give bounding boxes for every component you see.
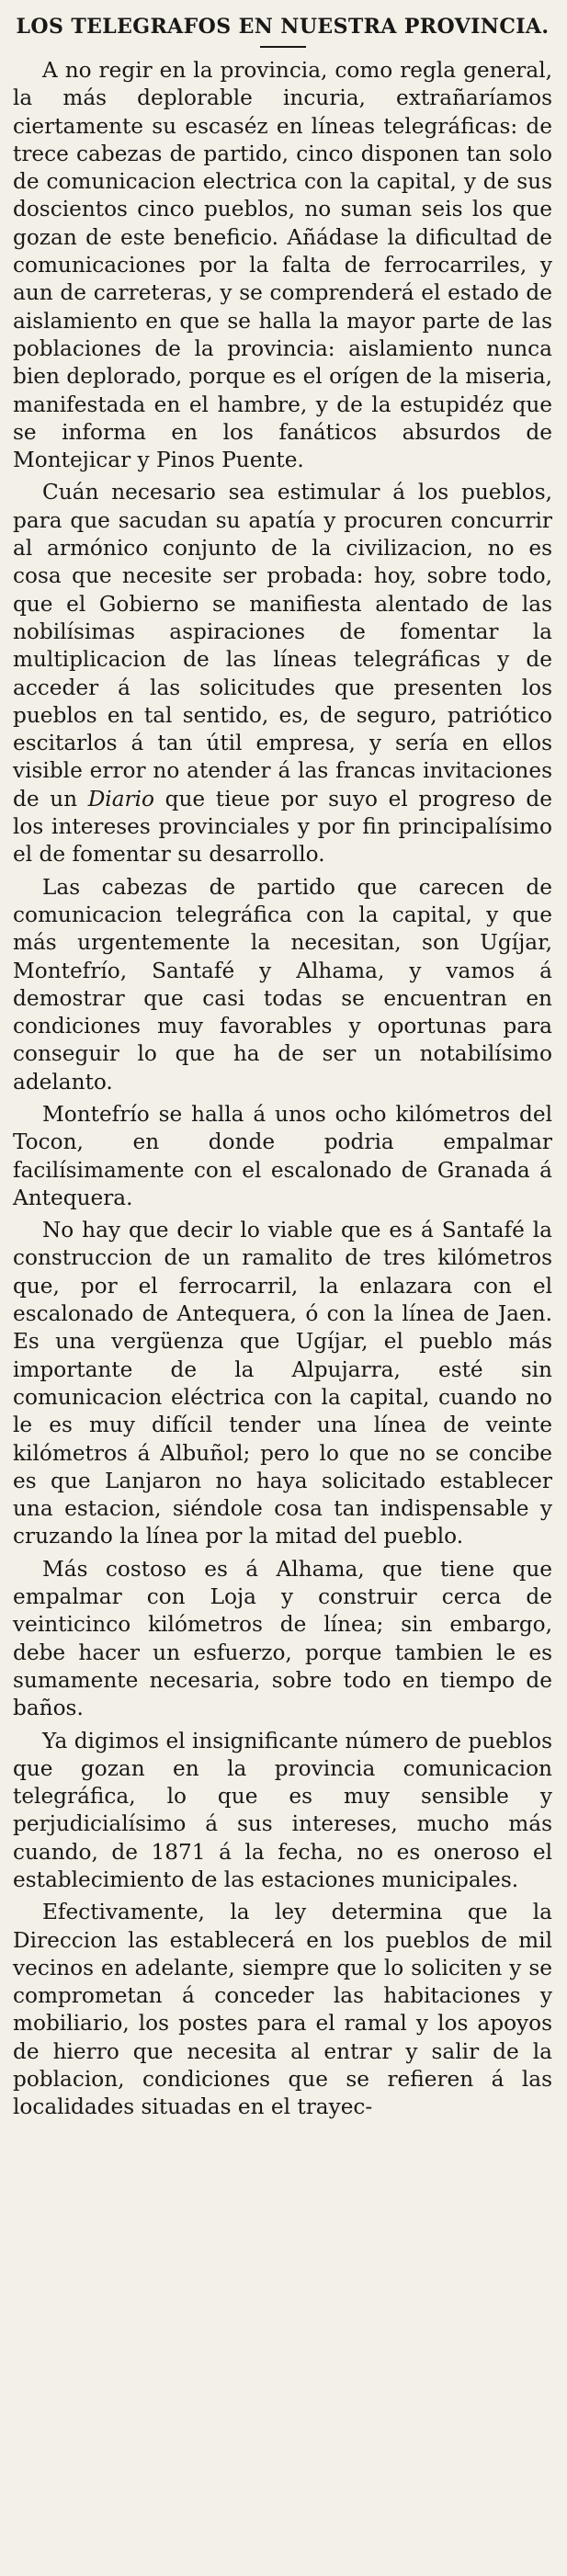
diario-emphasis: Diario [87,786,155,811]
paragraph-2-start: Cuán necesario sea estimular á los pueblos, para que sacudan su apatía y procuren concurrir al armónico conjunto de la civilizacion, no es cosa que necesite ser probada: hoy, sobre todo, que el Gobierno se manifiesta alentado de las nobilísimas aspiraciones de fomentar la multiplicacion de las líneas telegráficas y de acceder á las solicitudes que presenten los pueblos en tal sentido, es, de seguro, patriótico escitarlos á tan útil empresa, y sería en ellos visible error no atender á las francas invitaciones de un [13,480,552,811]
paragraph-3: Las cabezas de partido que carecen de comunicacion telegráfica con la capital, y que más urgentemente la necesitan, son Ugíjar, Montefrío, Santafé y Alhama, y vamos á demostrar que casi todas se encuentran en condiciones muy favorables y oportunas para conseguir lo que ha de ser un notabilísimo adelanto. [13,874,552,1095]
article-body [13,57,552,2122]
article-title: LOS TELEGRAFOS EN NUESTRA PROVINCIA. [16,15,550,39]
paragraph-1: A no regir en la provincia, como regla general, la más deplorable incuria, extrañaríamos ciertamente su escaséz en líneas telegráficas: de trece cabezas de partido, cinco disponen tan solo de comunicacion electrica con la capital, y de sus doscientos cinco pueblos, no suman seis los que gozan de este beneficio. Añádase la dificultad de comunicaciones por la falta de ferrocarriles, y aun de carreteras, y se comprenderá el estado de aislamiento en que se halla la mayor parte de las poblaciones de la provincia: aislamiento nunca bien deplorado, porque es el orígen de la miseria, manifestada en el hambre, y de la estupidéz que se informa en los fanáticos absurdos de Montejicar y Pinos Puente. [13,58,552,473]
paragraph-4: Montefrío se halla á unos ocho kilómetros del Tocon, en donde podria empalmar facilísimamente con el escalonado de Granada á Antequera. [13,1101,552,1210]
paragraph-2-end: que tieue por suyo el progreso de los intereses provinciales y por fin principalísimo el de fomentar su desarrollo. [13,786,552,868]
paragraph-8: Efectivamente, la ley determina que la Direccion las establecerá en los pueblos de mil vecinos en adelante, siempre que lo soliciten y se comprometan á conceder las habitaciones y mobiliario, los postes para el ramal y los apoyos de hierro que necesita al entrar y salir de la poblacion, condiciones que se refieren á las localidades situadas en el trayec- [13,1900,552,2120]
title-rule [260,46,306,48]
paragraph-5: No hay que decir lo viable que es á Santafé la construccion de un ramalito de tres kilómetros que, por el ferrocarril, la enlazara con el escalonado de Antequera, ó con la línea de Jaen. Es una vergüenza que Ugíjar, el pueblo más importante de la Alpujarra, esté sin comunicacion eléctrica con la capital, cuando no le es muy difícil tender una línea de veinte kilómetros á Albuñol; pero lo que no se concibe es que Lanjaron no haya solicitado establecer una estacion, siéndole cosa tan indispensable y cruzando la línea por la mitad del pueblo. [13,1218,552,1549]
paragraph-7: Ya digimos el insignificante número de pueblos que gozan en la provincia comunicacion telegráfica, lo que es muy sensible y perjudicialísimo á sus intereses, mucho más cuando, de 1871 á la fecha, no es oneroso el establecimiento de las estaciones municipales. [13,1728,552,1892]
paragraph-2 [13,479,552,868]
paragraph-6: Más costoso es á Alhama, que tiene que empalmar con Loja y construir cerca de veinticinco kilómetros de línea; sin embargo, debe hacer un esfuerzo, porque tambien le es sumamente necesaria, sobre todo en tiempo de baños. [13,1556,552,1721]
